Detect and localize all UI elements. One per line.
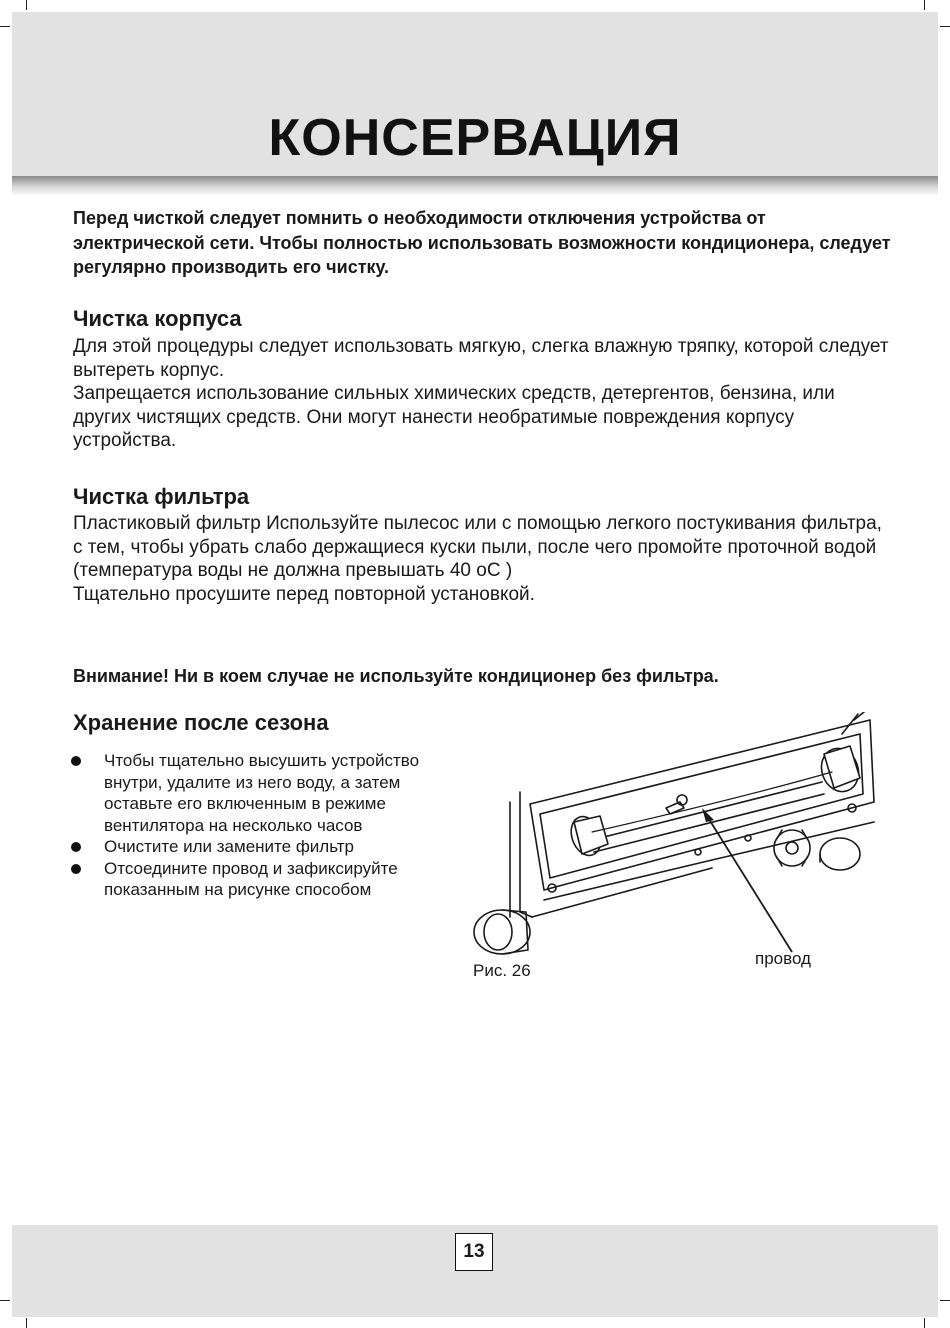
list-item-text: Отсоедините провод и зафиксируйте показанным на рисунке способом xyxy=(104,858,398,899)
header-shadow xyxy=(12,176,938,196)
list-item-text: Очистите или замените фильтр xyxy=(104,837,354,856)
crop-mark xyxy=(940,1300,950,1301)
intro-paragraph: Перед чисткой следует помнить о необходимости отключения устройства от электрической сети. Чтобы полностью использовать возможности кондиционера, следует регулярно производить его чистку. xyxy=(73,208,891,277)
list-item xyxy=(70,858,470,901)
air-conditioner-back-illustration xyxy=(462,712,882,972)
bullet-icon xyxy=(71,756,81,766)
section-heading-body-cleaning: Чистка корпуса xyxy=(73,306,242,331)
paragraph: Запрещается использование сильных химических средств, детергентов, бензина, или других чистящих средств. Они могут нанести необратимые повреждения корпусу устройства. xyxy=(73,383,835,451)
section-heading-storage: Хранение после сезона xyxy=(73,710,329,735)
paragraph: Тщательно просушите перед повторной установкой. xyxy=(73,583,535,605)
list-item xyxy=(70,836,470,858)
crop-mark xyxy=(924,0,925,10)
paragraph: Для этой процедуры следует использовать мягкую, слегка влажную тряпку, которой следует вытереть корпус. xyxy=(73,336,889,381)
list-item-text: Чтобы тщательно высушить устройство внутри, удалите из него воду, а затем оставьте его включенным в режиме вентилятора на несколько часов xyxy=(104,751,420,835)
crop-mark xyxy=(26,1318,27,1328)
crop-mark xyxy=(26,0,27,10)
page-title: КОНСЕРВАЦИЯ xyxy=(268,109,682,167)
crop-mark xyxy=(0,1300,10,1301)
crop-mark xyxy=(0,26,10,27)
bullet-icon xyxy=(71,864,81,874)
section-body-body-cleaning xyxy=(73,335,893,453)
figure-callout-label: провод xyxy=(755,949,811,968)
section-body-filter-cleaning xyxy=(73,512,893,606)
warning-text: Внимание! Ни в коем случае не используйте кондиционер без фильтра. xyxy=(73,666,719,686)
paragraph: Пластиковый фильтр Используйте пылесос или с помощью легкого постукивания фильтра, с тем, чтобы убрать слабо держащиеся куски пыли, после чего промойте проточной водой (температура воды не должна превышать 40 oC ) xyxy=(73,513,882,581)
storage-bullet-list xyxy=(70,750,470,901)
figure-caption: Рис. 26 xyxy=(473,961,531,980)
list-item xyxy=(70,750,470,836)
section-heading-filter-cleaning: Чистка фильтра xyxy=(73,484,250,509)
page-number: 13 xyxy=(455,1233,493,1271)
bullet-icon xyxy=(71,842,81,852)
crop-mark xyxy=(924,1318,925,1328)
crop-mark xyxy=(940,26,950,27)
